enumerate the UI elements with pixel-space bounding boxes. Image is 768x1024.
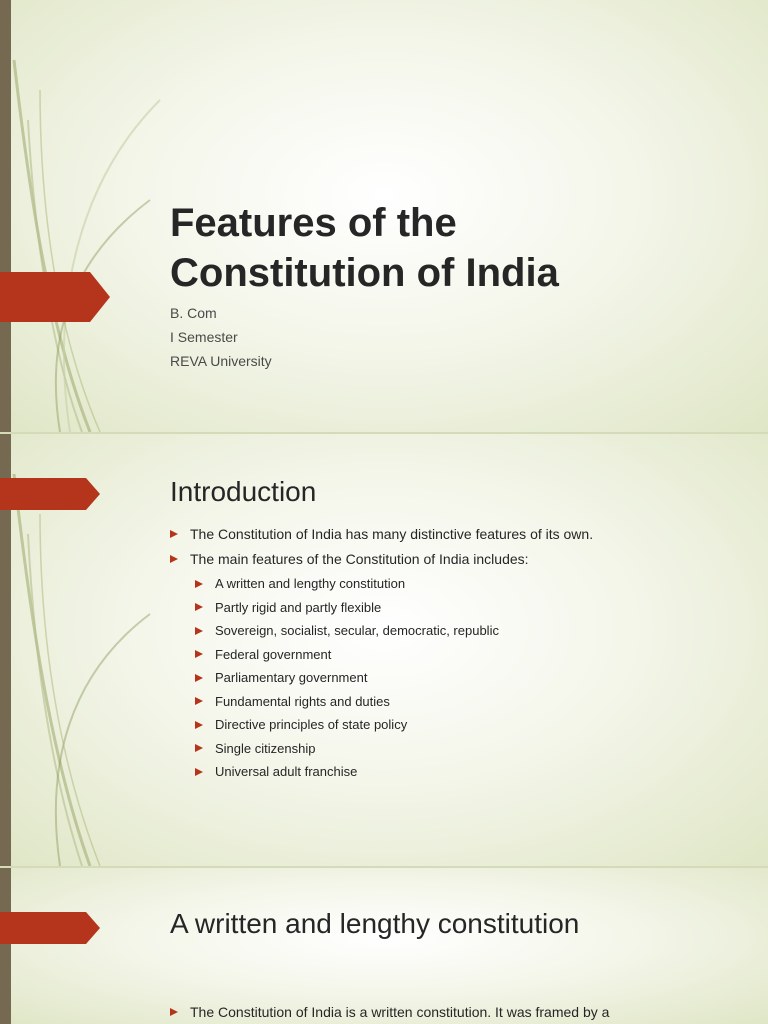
bullet-arrow-icon <box>195 674 203 682</box>
introduction-slide <box>0 434 768 866</box>
bullet-text: The main features of the Constitution of India includes: <box>190 551 529 567</box>
bullet-arrow-icon <box>195 744 203 752</box>
written-bullet-list <box>170 1000 609 1024</box>
sub-bullet-text: Single citizenship <box>215 740 316 756</box>
sub-bullet-text: A written and lengthy constitution <box>215 576 406 591</box>
sub-bullet-item <box>170 713 593 737</box>
sub-bullet-text: Parliamentary government <box>215 670 368 685</box>
heading-tag <box>0 912 100 944</box>
sub-bullet-text: Federal government <box>215 646 332 662</box>
slide-title <box>170 198 559 298</box>
bullet-arrow-icon <box>195 768 203 776</box>
bullet-arrow-icon <box>195 650 203 658</box>
slide-heading: Introduction <box>170 476 317 507</box>
sub-bullet-text: Sovereign, socialist, secular, democratic, republic <box>215 623 499 638</box>
bullet-arrow-icon <box>195 603 203 611</box>
slide-subtitle <box>170 301 272 373</box>
sub-bullet-item <box>170 690 593 714</box>
sub-bullet-item <box>170 619 593 643</box>
bullet-item <box>170 1000 609 1024</box>
subtitle-course: B. Com <box>170 305 217 321</box>
sub-bullet-item <box>170 572 593 596</box>
bullet-arrow-icon <box>195 627 203 635</box>
sub-bullet-text: Directive principles of state policy <box>215 717 408 732</box>
bullet-text: The Constitution of India has many distinctive features of its own. <box>190 526 594 542</box>
title-slide <box>0 0 768 432</box>
bullet-item <box>170 547 593 572</box>
bullet-arrow-icon <box>170 1008 178 1016</box>
sub-bullet-item <box>170 760 593 784</box>
bullet-text: The Constitution of India is a written constitution. It was framed by a <box>190 1004 610 1020</box>
subtitle-semester: I Semester <box>170 329 238 345</box>
title-slide-tag <box>0 272 110 322</box>
heading-tag <box>0 478 100 510</box>
sub-bullet-item <box>170 737 593 761</box>
sub-bullet-text: Fundamental rights and duties <box>215 693 390 709</box>
intro-bullet-list <box>170 522 593 784</box>
bullet-arrow-icon <box>195 697 203 705</box>
bullet-arrow-icon <box>195 721 203 729</box>
title-line-2: Constitution of India <box>170 251 559 295</box>
sub-bullet-item <box>170 643 593 667</box>
sub-bullet-text: Partly rigid and partly flexible <box>215 599 382 615</box>
bullet-arrow-icon <box>170 555 178 563</box>
bullet-item <box>170 522 593 547</box>
sub-bullet-item <box>170 596 593 620</box>
sub-bullet-text: Universal adult franchise <box>215 764 358 779</box>
slide-heading: A written and lengthy constitution <box>170 908 580 939</box>
bullet-arrow-icon <box>195 580 203 588</box>
written-constitution-slide <box>0 868 768 1024</box>
sub-bullet-item <box>170 666 593 690</box>
subtitle-university: REVA University <box>170 353 272 369</box>
title-line-1: Features of the <box>170 201 457 245</box>
bullet-arrow-icon <box>170 530 178 538</box>
